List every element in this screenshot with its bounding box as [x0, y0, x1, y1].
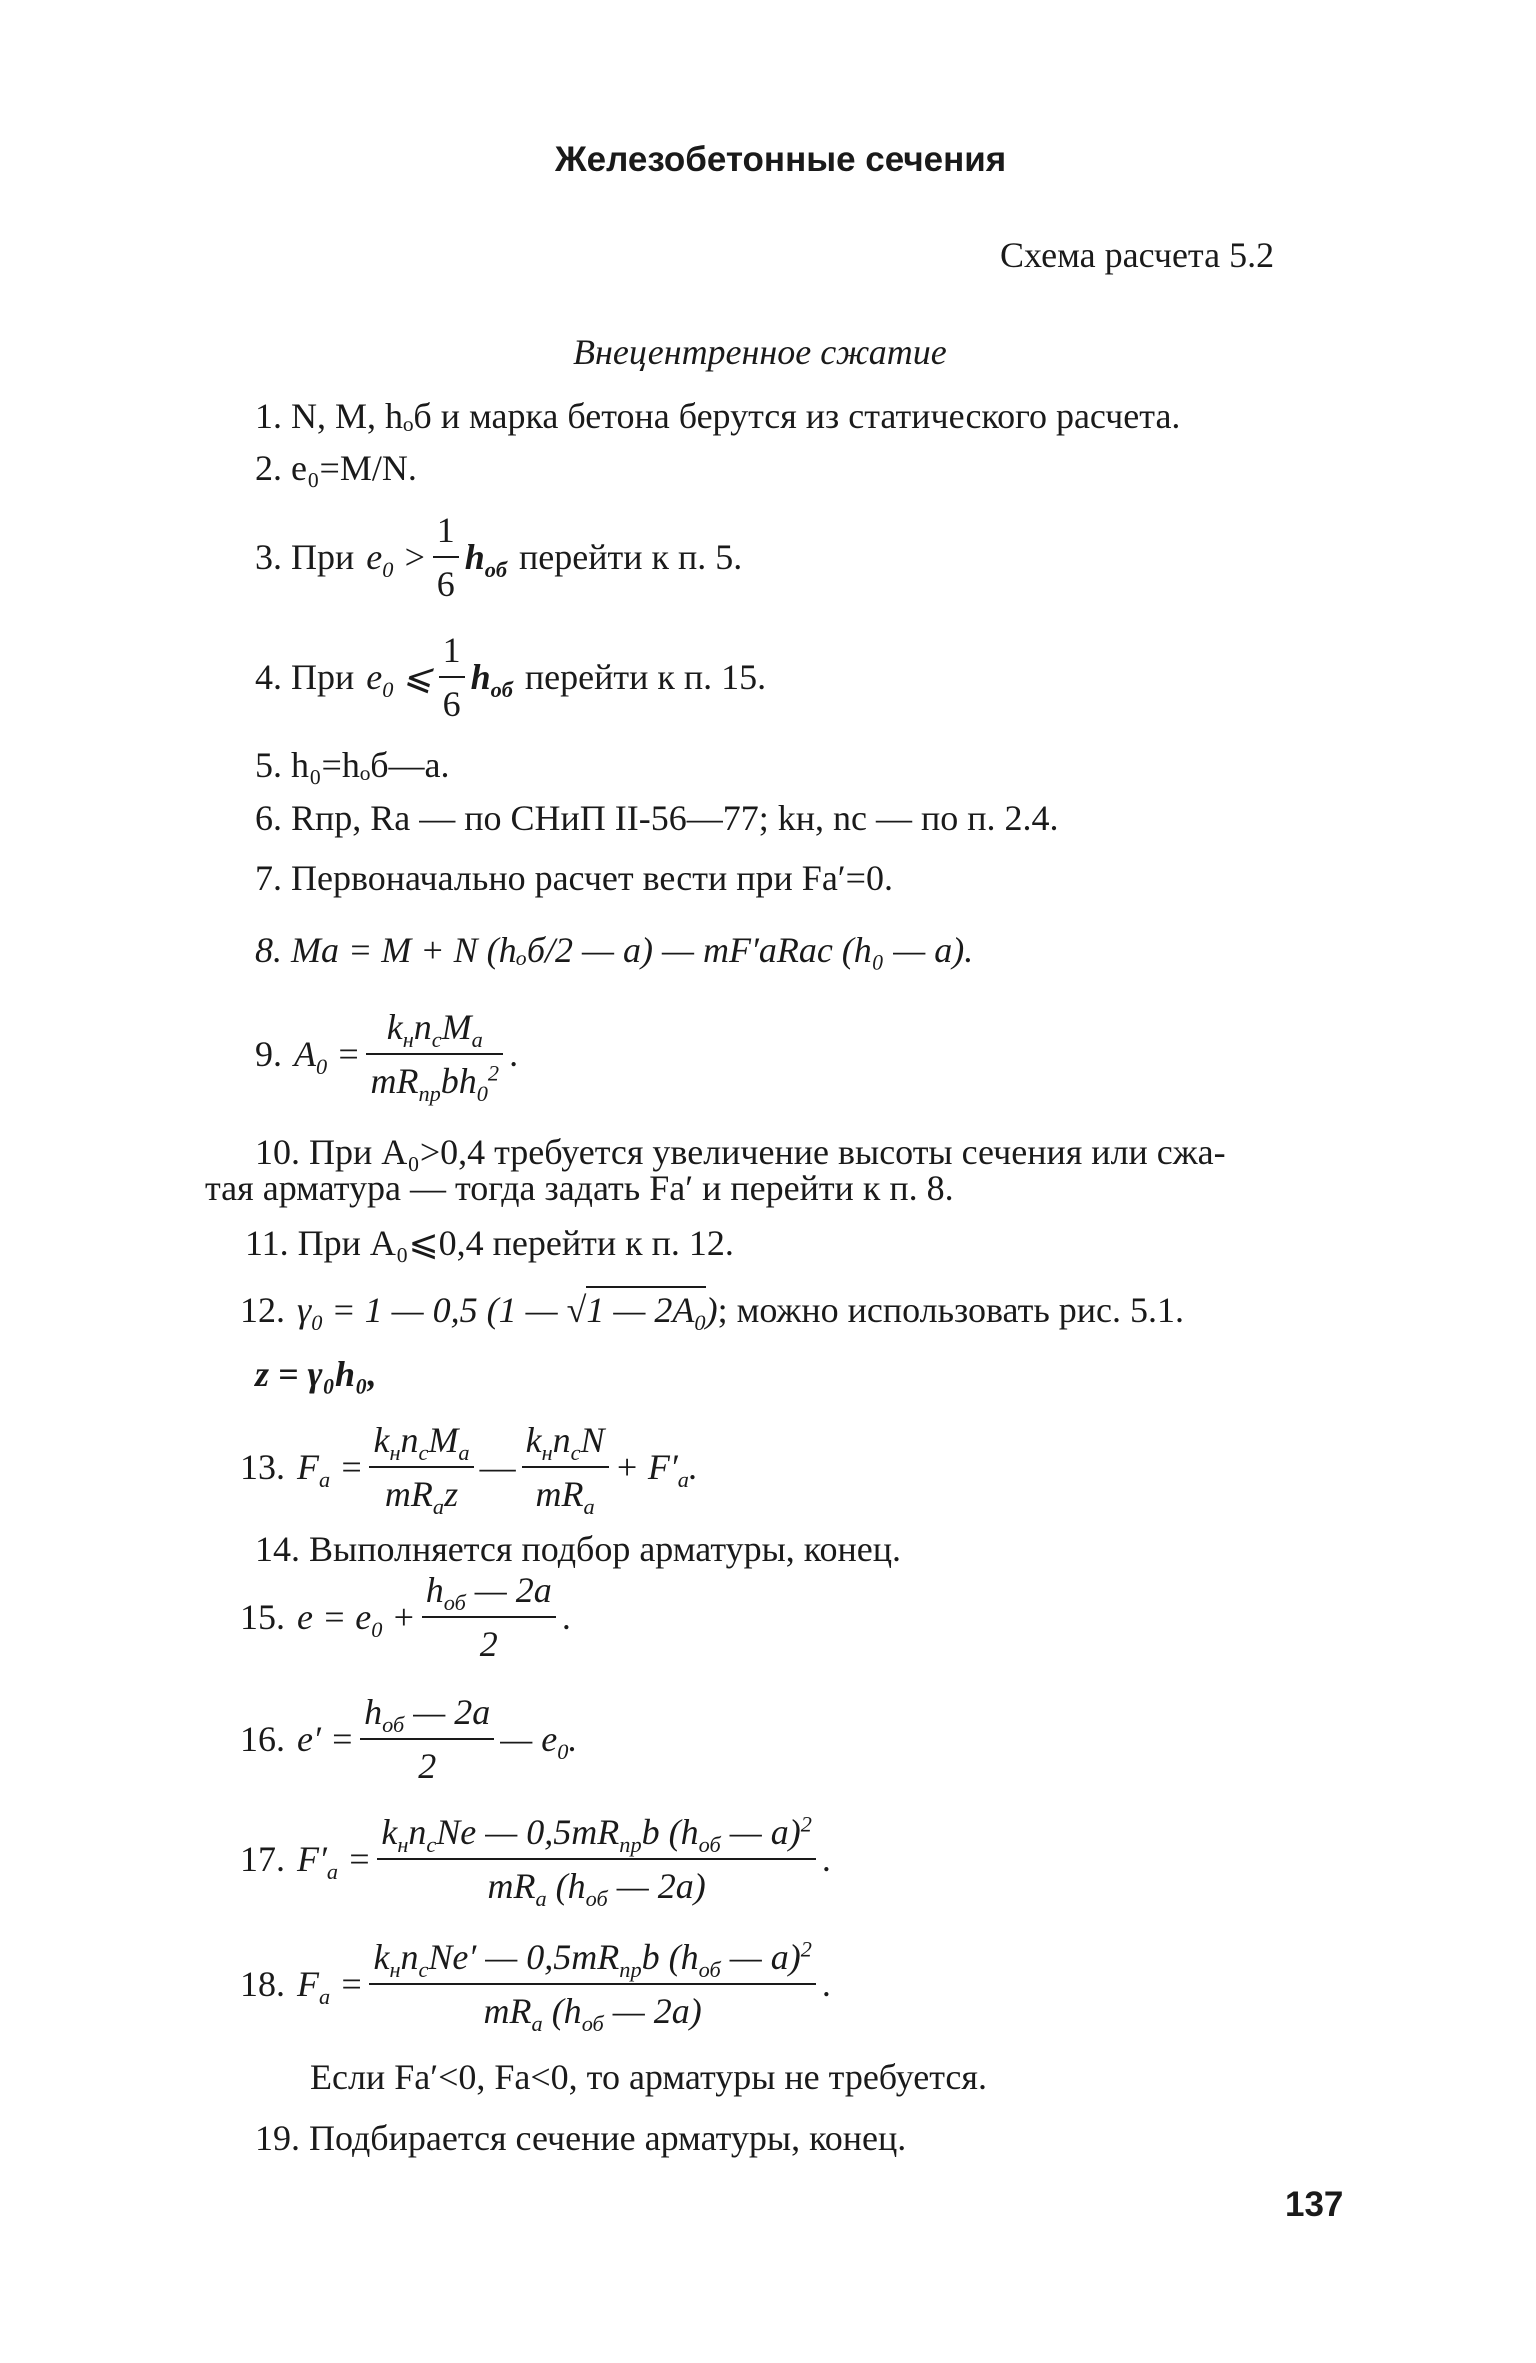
step-13-fraction-1: [369, 1418, 473, 1519]
step-9-lhs: $A_0$ =: [294, 1034, 361, 1079]
step-6: [255, 796, 1059, 840]
step-17-denominator: $mR_а$ ($h_{об}$ — 2a): [377, 1858, 816, 1908]
step-15: [240, 1568, 571, 1666]
step-11: [245, 1221, 734, 1265]
step-18-dot: .: [821, 1964, 831, 2004]
step-12-prefix: 12.: [240, 1290, 285, 1330]
step-16-prefix: 16.: [240, 1719, 285, 1759]
step-10-text-2: тая арматура — тогда задать Fа′ и перейти к п. 8.: [205, 1168, 954, 1208]
step-12-formula: $\gamma_0 = 1$ — 0,5 (1 — √1 — $2A_0$): [297, 1288, 718, 1332]
step-9-dot: .: [509, 1034, 519, 1074]
step-13-fraction-2: [522, 1418, 609, 1519]
step-16-fraction: [360, 1690, 494, 1788]
step-16-numerator: $h_{об}$ — 2a: [364, 1692, 491, 1737]
step-4-prefix: 4. При: [255, 657, 355, 697]
step-3: [255, 508, 742, 606]
step-17-prefix: 17.: [240, 1839, 285, 1879]
fraction-denominator: 6: [433, 556, 459, 606]
step-17-lhs: $F'_а$ =: [297, 1839, 372, 1884]
step-3-prefix: 3. При: [255, 537, 355, 577]
step-8: [255, 928, 973, 972]
scheme-label: Схема расчета 5.2: [1000, 235, 1275, 275]
step-15-lhs: $e = e_0$ +: [297, 1597, 416, 1642]
step-15-fraction: [422, 1568, 556, 1666]
step-12-z: [255, 1352, 377, 1396]
step-5-text: 5. h₀=hₒб—a.: [255, 745, 450, 785]
fraction-numerator: 1: [436, 510, 455, 550]
step-17: [240, 1810, 831, 1911]
step-2-text: 2. e₀=M/N.: [255, 448, 417, 488]
step-10-line-2: [205, 1166, 954, 1210]
step-14: [255, 1527, 901, 1571]
step-4-hob: $h_{об}$: [470, 657, 513, 702]
step-4: [255, 628, 766, 726]
step-13-minus: —: [479, 1447, 516, 1487]
step-2: [255, 446, 417, 490]
step-9-numerator: $k_нn_сM_а$: [386, 1007, 483, 1052]
step-9-prefix: 9.: [255, 1034, 282, 1074]
step-15-numerator: $h_{об}$ — 2a: [425, 1570, 552, 1615]
fraction-one-sixth: [439, 628, 465, 726]
step-17-numerator: $k_нn_сNe$ — $0,5mR_{пр}b$ ($h_{об}$ — a)$^2$: [381, 1811, 812, 1857]
step-3-symbol: $e_0$ >: [366, 537, 427, 582]
step-4-symbol: $e_0$ ⩽: [366, 657, 433, 702]
step-16-denominator: 2: [360, 1738, 494, 1788]
step-1-text: 1. N, M, hₒб и марка бетона берутся из статического расчета.: [255, 396, 1181, 436]
step-13-denominator-2: $mR_а$: [522, 1466, 609, 1516]
step-9: [255, 1005, 519, 1106]
step-9-denominator: $mR_{пр}bh_0^2$: [366, 1053, 503, 1103]
step-18-fraction: [369, 1935, 815, 2036]
step-13-lhs: $F_а$ =: [297, 1447, 364, 1492]
step-12-z-text: z = γ₀h₀,: [255, 1354, 377, 1394]
step-13-numerator-1: $k_нn_сM_а$: [373, 1420, 470, 1465]
step-15-prefix: 15.: [240, 1597, 285, 1637]
step-4-suffix: перейти к п. 15.: [524, 657, 767, 697]
step-13: [240, 1418, 698, 1519]
step-18: [240, 1935, 831, 2036]
step-13-numerator-2: $k_нn_сN$: [525, 1420, 605, 1465]
page-number: 137: [1285, 2185, 1344, 2224]
step-19: [255, 2116, 906, 2160]
step-19-text: 19. Подбирается сечение арматуры, конец.: [255, 2118, 907, 2158]
step-18-numerator: $k_нn_сNe'$ — $0,5mR_{пр}b$ ($h_{об}$ — a)$^2$: [373, 1936, 812, 1982]
step-7: [255, 856, 893, 900]
note-no-reinforcement: [310, 2055, 987, 2099]
step-17-dot: .: [821, 1839, 831, 1879]
step-10-text-1: 10. При A₀>0,4 требуется увеличение высоты сечения или сжа-: [255, 1132, 1226, 1172]
step-3-suffix: перейти к п. 5.: [519, 537, 743, 577]
subtitle: Внецентренное сжатие: [573, 332, 947, 372]
step-17-fraction: [377, 1810, 816, 1911]
step-8-text: 8. Mа = M + N (hₒб/2 — a) — mF′аRас (h₀ — a).: [255, 930, 974, 970]
step-6-text: 6. Rпр, Rа — по СНиП II-56—77; kн, nс — по п. 2.4.: [255, 798, 1059, 838]
step-15-dot: .: [561, 1597, 571, 1637]
step-14-text: 14. Выполняется подбор арматуры, конец.: [255, 1529, 901, 1569]
step-18-denominator: $mR_а$ ($h_{об}$ — 2a): [369, 1983, 815, 2033]
step-9-fraction: [366, 1005, 503, 1106]
step-11-text: 11. При A₀⩽0,4 перейти к п. 12.: [245, 1223, 734, 1263]
note-text: Если Fа′<0, Fа<0, то арматуры не требуется.: [310, 2057, 987, 2097]
fraction-denominator: 6: [439, 676, 465, 726]
step-13-prefix: 13.: [240, 1447, 285, 1487]
step-13-denominator-1: $mR_аz$: [369, 1466, 473, 1516]
step-5: [255, 743, 450, 787]
step-16-lhs: e′ =: [297, 1719, 355, 1759]
step-13-plus-fa: + $F'_а$.: [614, 1447, 698, 1492]
fraction-numerator: 1: [442, 630, 461, 670]
step-12-suffix: ; можно использовать рис. 5.1.: [717, 1290, 1184, 1330]
step-16: [240, 1690, 577, 1788]
step-18-prefix: 18.: [240, 1964, 285, 2004]
step-12: [240, 1288, 1184, 1335]
step-3-hob: $h_{об}$: [464, 537, 508, 582]
step-7-text: 7. Первоначально расчет вести при Fа′=0.: [255, 858, 893, 898]
section-title: Железобетонные сечения: [555, 140, 1007, 179]
step-16-tail: — $e_0$.: [500, 1719, 578, 1764]
step-18-lhs: $F_а$ =: [297, 1964, 364, 2009]
step-1: [255, 394, 1180, 438]
step-15-denominator: 2: [422, 1616, 556, 1666]
fraction-one-sixth: [433, 508, 459, 606]
